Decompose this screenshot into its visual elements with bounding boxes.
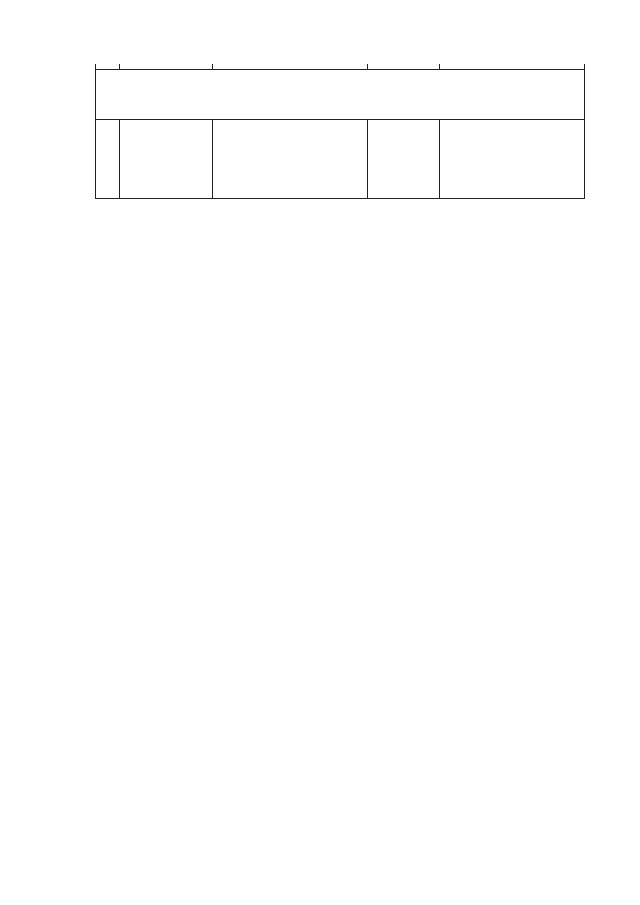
institution-row — [95, 70, 585, 120]
header-level — [368, 120, 440, 198]
header-exam — [440, 120, 585, 198]
admission-table — [95, 64, 585, 905]
header-code — [120, 120, 213, 198]
table-header — [95, 120, 585, 199]
header-name — [213, 120, 368, 198]
header-num — [95, 120, 120, 198]
